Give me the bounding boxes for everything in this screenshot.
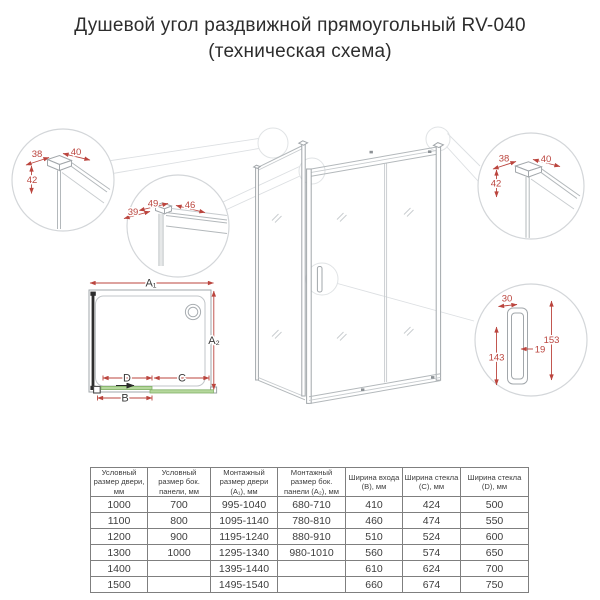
- table-cell: 674: [403, 577, 461, 593]
- table-row: [91, 577, 529, 593]
- label-c: C: [178, 372, 186, 385]
- table-cell: [148, 561, 211, 577]
- table-cell: 550: [461, 513, 529, 529]
- table-row: [91, 513, 529, 529]
- header-entry-width: Ширина входа (B), мм: [346, 468, 403, 497]
- main-3d-drawing: [254, 127, 450, 404]
- table-cell: 880-910: [278, 529, 346, 545]
- table-cell: [148, 577, 211, 593]
- dim-39: 39: [127, 207, 139, 218]
- table-row: [91, 561, 529, 577]
- side-panel: [254, 145, 305, 400]
- header-door-mount: Монтажный размер двери (A₁), мм: [211, 468, 278, 497]
- table-cell: 474: [403, 513, 461, 529]
- table-cell: 410: [346, 497, 403, 513]
- header-door-size: Условный размер двери, мм: [91, 468, 148, 497]
- table-cell: 700: [461, 561, 529, 577]
- dim-42: 42: [26, 175, 38, 186]
- table-cell: 900: [148, 529, 211, 545]
- table-cell: 1495-1540: [211, 577, 278, 593]
- table-cell: 524: [403, 529, 461, 545]
- table-cell: 460: [346, 513, 403, 529]
- table-cell: 1195-1240: [211, 529, 278, 545]
- dim-30: 30: [501, 293, 513, 305]
- dim-42: 42: [490, 178, 502, 190]
- label-b: B: [121, 392, 129, 405]
- table-cell: 1400: [91, 561, 148, 577]
- glass-fixed-plan: [150, 390, 214, 393]
- table-cell: 624: [403, 561, 461, 577]
- wall-profile-left: [94, 386, 101, 393]
- table-cell: 650: [461, 545, 529, 561]
- table-cell: 500: [461, 497, 529, 513]
- table-row: [91, 497, 529, 513]
- dim-19: 19: [534, 344, 546, 356]
- header-panel-mount: Монтажный размер бок. панели (A₂), мм: [278, 468, 346, 497]
- detail-circle-top-left: [12, 129, 114, 231]
- table-cell: 510: [346, 529, 403, 545]
- dim-49: 49: [147, 198, 159, 210]
- dim-38: 38: [31, 149, 43, 160]
- label-a1: A₁: [145, 277, 157, 290]
- roller-tick: [428, 150, 431, 153]
- detail-circle-mid-left: [124, 175, 229, 277]
- table-cell: 750: [461, 577, 529, 593]
- plan-view: [89, 278, 220, 405]
- table-row: [91, 529, 529, 545]
- table-cell: 574: [403, 545, 461, 561]
- table-cell: 660: [346, 577, 403, 593]
- table-row: [91, 545, 529, 561]
- table-cell: 1295-1340: [211, 545, 278, 561]
- dim-46: 46: [184, 200, 196, 211]
- table-cell: 680-710: [278, 497, 346, 513]
- table-cell: 610: [346, 561, 403, 577]
- table-cell: 1200: [91, 529, 148, 545]
- table-cell: 800: [148, 513, 211, 529]
- table-cell: 1100: [91, 513, 148, 529]
- dim-40: 40: [70, 147, 82, 158]
- label-d: D: [123, 372, 131, 385]
- door-handle: [317, 267, 322, 293]
- dim-143: 143: [488, 352, 505, 364]
- side-panel-plan: [92, 294, 95, 389]
- dim-153: 153: [543, 335, 560, 346]
- table-cell: 1500: [91, 577, 148, 593]
- table-cell: 424: [403, 497, 461, 513]
- table-cell: 780-810: [278, 513, 346, 529]
- label-a2: A₂: [208, 335, 220, 347]
- table-cell: 600: [461, 529, 529, 545]
- dim-40: 40: [540, 154, 552, 165]
- table-cell: 560: [346, 545, 403, 561]
- dim-38: 38: [498, 153, 510, 165]
- title-line-2: (техническая схема): [208, 41, 392, 62]
- roller-tick: [431, 376, 434, 379]
- table-cell: 1395-1440: [211, 561, 278, 577]
- table-cell: 995-1040: [211, 497, 278, 513]
- header-glass-d: Ширина стекла (D), мм: [461, 468, 529, 497]
- sliding-door: [307, 143, 444, 404]
- header-glass-c: Ширина стекла (C), мм: [403, 468, 461, 497]
- table-cell: 1300: [91, 545, 148, 561]
- detail-circle-top-right: [478, 133, 584, 240]
- table-cell: [278, 561, 346, 577]
- table-cell: 700: [148, 497, 211, 513]
- table-cell: [278, 577, 346, 593]
- table-cell: 1000: [148, 545, 211, 561]
- header-panel-size: Условный размер бок. панели, мм: [148, 468, 211, 497]
- tray-outline: [89, 290, 211, 392]
- glass-door-plan: [101, 386, 152, 389]
- table-cell: 1000: [91, 497, 148, 513]
- size-table: [90, 467, 529, 593]
- glass-reflections: [272, 208, 414, 341]
- highlight-corner-top-left: [258, 128, 288, 158]
- title-line-1: Душевой угол раздвижной прямоугольный RV-040: [74, 15, 526, 36]
- table-header-row: [91, 468, 529, 497]
- table-cell: 1095-1140: [211, 513, 278, 529]
- detail-circle-handle: [475, 284, 587, 396]
- table-cell: 980-1010: [278, 545, 346, 561]
- roller-tick: [361, 388, 364, 391]
- roller-tick: [370, 151, 373, 154]
